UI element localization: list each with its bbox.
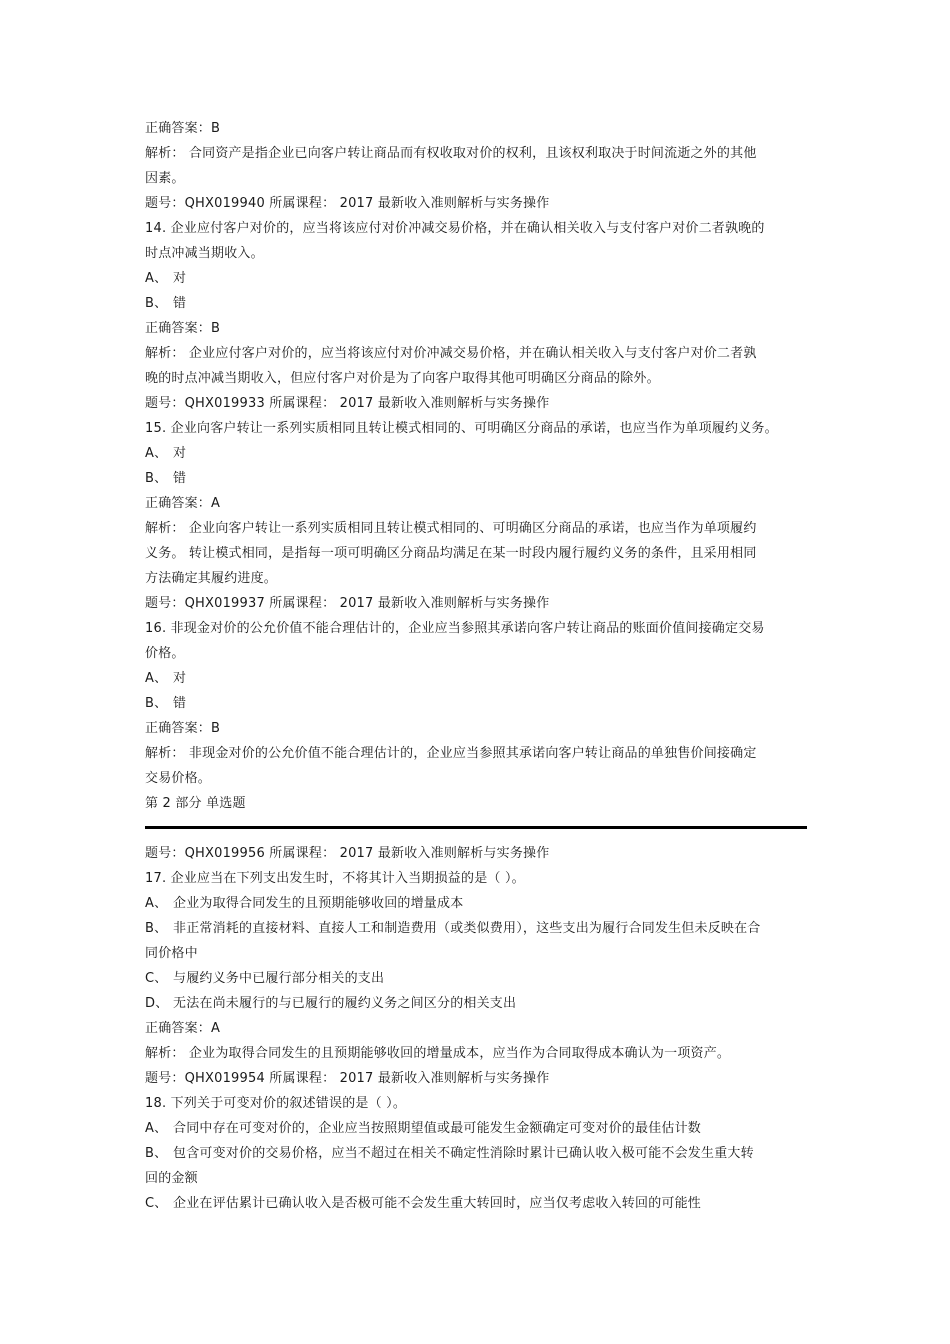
option-a [145, 1116, 810, 1141]
option-a [145, 891, 810, 916]
option-b [145, 291, 810, 316]
question-meta: 题号：QHX019940 所属课程： 2017 最新收入准则解析与实务操作 [145, 196, 550, 211]
option-key: C、 [145, 971, 168, 986]
option-text: 无法在尚未履行的与已履行的履约义务之间区分的相关支出 [173, 996, 517, 1011]
option-a [145, 266, 810, 291]
option-key: B、 [145, 696, 168, 711]
question-stem: 时点冲减当期收入。 [145, 246, 264, 261]
option-text: 对 [173, 271, 187, 286]
answer-line: 正确答案：B [145, 321, 221, 336]
question-meta: 题号：QHX019956 所属课程： 2017 最新收入准则解析与实务操作 [145, 846, 550, 861]
answer-line: 正确答案：B [145, 721, 221, 736]
analysis-line: 解析： 企业为取得合同发生的且预期能够收回的增量成本，应当作为合同取得成本确认为一项资产。 [145, 1046, 731, 1061]
option-b-cont: 同价格中 [145, 946, 198, 961]
analysis-line: 晚的时点冲减当期收入，但应付客户对价是为了向客户取得其他可明确区分商品的除外。 [145, 371, 660, 386]
question-stem: 价格。 [145, 646, 185, 661]
analysis-line: 方法确定其履约进度。 [145, 571, 278, 586]
answer-line: 正确答案：A [145, 1021, 221, 1036]
section-title: 第 2 部分 单选题 [145, 796, 246, 811]
option-key: B、 [145, 471, 168, 486]
analysis-line: 解析： 企业应付客户对价的，应当将该应付对价冲减交易价格，并在确认相关收入与支付客户对价二者孰 [145, 346, 757, 361]
analysis-line: 解析： 合同资产是指企业已向客户转让商品而有权收取对价的权利，且该权利取决于时间流逝之外的其他 [145, 146, 757, 161]
option-b [145, 1141, 810, 1166]
option-key: B、 [145, 921, 168, 936]
option-key: C、 [145, 1196, 168, 1211]
question-stem: 17. 企业应当在下列支出发生时，不将其计入当期损益的是（ ）。 [145, 871, 525, 886]
option-text: 企业在评估累计已确认收入是否极可能不会发生重大转回时，应当仅考虑收入转回的可能性 [173, 1196, 702, 1211]
option-key: A、 [145, 1121, 168, 1136]
option-a [145, 441, 810, 466]
analysis-line: 因素。 [145, 171, 185, 186]
option-key: A、 [145, 271, 168, 286]
answer-line: 正确答案：B [145, 121, 221, 136]
option-b [145, 691, 810, 716]
question-meta: 题号：QHX019933 所属课程： 2017 最新收入准则解析与实务操作 [145, 396, 550, 411]
analysis-line: 义务。 转让模式相同，是指每一项可明确区分商品均满足在某一时段内履行履约义务的条件，且采用相同 [145, 546, 757, 561]
question-stem: 14. 企业应付客户对价的，应当将该应付对价冲减交易价格，并在确认相关收入与支付客户对价二者孰晚的 [145, 221, 765, 236]
option-b [145, 466, 810, 491]
question-stem: 15. 企业向客户转让一系列实质相同且转让模式相同的、可明确区分商品的承诺，也应当作为单项履约义务。 [145, 421, 778, 436]
option-a [145, 666, 810, 691]
answer-line: 正确答案：A [145, 496, 221, 511]
option-text: 合同中存在可变对价的，企业应当按照期望值或最可能发生金额确定可变对价的最佳估计数 [173, 1121, 702, 1136]
option-text: 错 [173, 296, 187, 311]
question-meta: 题号：QHX019954 所属课程： 2017 最新收入准则解析与实务操作 [145, 1071, 550, 1086]
analysis-line: 解析： 非现金对价的公允价值不能合理估计的，企业应当参照其承诺向客户转让商品的单独售价间接确定 [145, 746, 757, 761]
analysis-line: 解析： 企业向客户转让一系列实质相同且转让模式相同的、可明确区分商品的承诺，也应当作为单项履约 [145, 521, 757, 536]
option-c [145, 966, 810, 991]
option-text: 包含可变对价的交易价格，应当不超过在相关不确定性消除时累计已确认收入极可能不会发生重大转 [173, 1146, 754, 1161]
option-key: B、 [145, 1146, 168, 1161]
option-key: A、 [145, 671, 168, 686]
option-text: 非正常消耗的直接材料、直接人工和制造费用（或类似费用），这些支出为履行合同发生但未反映在合 [173, 921, 761, 936]
section-divider [145, 826, 807, 829]
document-page [145, 116, 810, 1216]
option-c [145, 1191, 810, 1216]
option-text: 对 [173, 446, 187, 461]
question-meta: 题号：QHX019937 所属课程： 2017 最新收入准则解析与实务操作 [145, 596, 550, 611]
option-key: D、 [145, 996, 169, 1011]
option-text: 错 [173, 471, 187, 486]
option-b-cont: 回的金额 [145, 1171, 198, 1186]
option-text: 企业为取得合同发生的且预期能够收回的增量成本 [173, 896, 464, 911]
option-key: A、 [145, 896, 168, 911]
option-key: B、 [145, 296, 168, 311]
option-d [145, 991, 810, 1016]
option-text: 与履约义务中已履行部分相关的支出 [173, 971, 385, 986]
question-stem: 16. 非现金对价的公允价值不能合理估计的，企业应当参照其承诺向客户转让商品的账面价值间接确定交易 [145, 621, 765, 636]
option-key: A、 [145, 446, 168, 461]
option-text: 对 [173, 671, 187, 686]
option-b [145, 916, 810, 941]
analysis-line: 交易价格。 [145, 771, 212, 786]
option-text: 错 [173, 696, 187, 711]
question-stem: 18. 下列关于可变对价的叙述错误的是（ ）。 [145, 1096, 407, 1111]
